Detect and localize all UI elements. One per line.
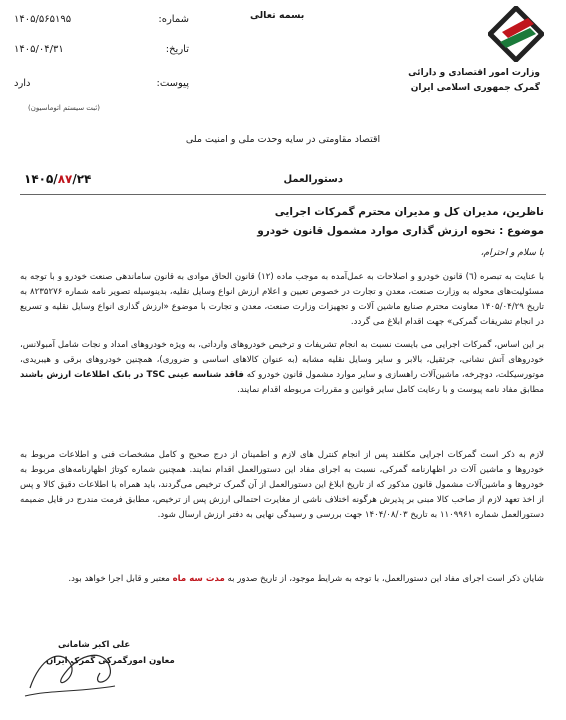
signatory-title: معاون امورگمرکی گمرک ایران (46, 656, 175, 666)
doc-type: دستورالعمل (283, 174, 343, 185)
paragraph-2-part-b: مطابق مفاد نامه پیوست و با رعایت کامل سایر قوانین و مقررات مربوطه اقدام نمایند. (237, 385, 544, 395)
paragraph-4-part-a: شایان ذکر است اجرای مفاد این دستورالعمل، با توجه به شرایط موجود، از تاریخ صدور به (227, 574, 544, 584)
number-row (14, 14, 189, 30)
addressee: ناظرین، مدیران کل و مدیران محترم گمرکات اجرایی (274, 206, 544, 218)
paragraph-1: با عنایت به تبصره (٦) قانون خودرو و اصلاحات به عمل‌آمده به موجب ماده (١٢) قانون الحاق موادی به قانون ساماندهی صنعت خودرو و با توجه به مسئولیت‌های محوله به وزارت صنعت، معدن و تجارت در خصوص تعیین و اعلام ارزش انواع وسایل نقلیه، بدینوسیله تصویر نامه شماره ۸۲۳۵۲۷۶ به تاریخ ۱۴۰۵/۰۴/۲۹ معاونت محترم صنایع ماشین آلات و تجهیزات وزارت صنعت، معدن و تجارت با موضوع «ارزش گذاری انواع وسایل نقلیه و تسریع در انجام تشریفات گمرکی» جهت اقدام ابلاغ می گردد. (20, 272, 544, 327)
paragraph-3: لازم به ذکر است گمرکات اجرایی مکلفند پس از انجام کنترل های لازم و اطمینان از درج صحیح و کامل مشخصات فنی و اطلاعات مربوط به خودروها و ماشین آلات در اظهارنامه گمرکی، نسبت به اجرای مفاد این دستورالعمل اقدام نمایند. همچنین شماره کوتاژ اظهارنامه‌های مربوط به خودروها و ماشین‌آلات مشمول قانون مذکور که از تاریخ ابلاغ این دستورالعمل از آن گمرک ترخیص می‌گردند، باید همراه با اطلاعات دقیق کالا و پس از اخذ تعهد لازم از صاحب کالا مبنی بر پذیرش هرگونه اختلاف ناشی از مغایرت احتمالی ارزش پس از ترخیص، مطابق فرمت مندرج در فایل ضمیمه دستورالعمل شماره ۱۱۰۹۹۶۱ به تاریخ ۱۴۰۴/۰۸/۰۳ جهت بررسی و رسیدگی نهایی به دفتر ارزش ارسال شود. (20, 450, 544, 520)
slogan: اقتصاد مقاومتی در سایه وحدت ملی و امنیت ملی (185, 134, 381, 145)
customs-logo-icon (488, 6, 544, 62)
paragraph-4-validity: مدت سه ماه (172, 574, 225, 584)
attachment-label: پیوست: (156, 78, 189, 89)
attachment-value: دارد (14, 78, 31, 89)
system-note: (ثبت سیستم اتوماسیون) (28, 104, 100, 112)
doc-number (24, 172, 91, 186)
paragraph-4-part-b: معتبر و قابل اجرا خواهد بود. (68, 574, 170, 584)
paragraph-4 (20, 572, 544, 587)
doc-number-prefix: ۱۴۰۵/ (24, 172, 58, 186)
basmala: بسمه تعالی (250, 10, 305, 21)
ministry-line-1: وزارت امور اقتصادی و دارائی (408, 68, 540, 78)
date-value: ۱۴۰۵/۰۴/۳۱ (14, 44, 64, 55)
paragraph-2-bold: فاقد شناسه عینی TSC در بانک اطلاعات ارزش باشند (20, 370, 244, 380)
greeting: با سلام و احترام، (480, 248, 544, 258)
date-label: تاریخ: (165, 44, 189, 55)
header-divider (20, 194, 546, 195)
ministry-name (408, 66, 540, 96)
number-label: شماره: (158, 14, 189, 25)
date-row (14, 44, 189, 60)
subject: موضوع : نحوه ارزش گذاری موارد مشمول قانون خودرو (257, 225, 544, 237)
signatory-name: علی اکبر شامانی (58, 640, 131, 650)
doc-number-suffix: /۲۴ (72, 172, 92, 186)
paragraph-2 (20, 338, 544, 398)
attachment-row (14, 78, 189, 94)
ministry-line-2: گمرک جمهوری اسلامی ایران (410, 83, 540, 93)
number-value: ۱۴۰۵/۵۶۵۱۹۵ (14, 14, 72, 25)
paragraph-2-part-a: بر این اساس، گمرکات اجرایی می بایست نسبت به انجام تشریفات و ترخیص خودروهای وارداتی، به ویژه خودروهای امداد و نجات شامل آمبولانس، خودروهای آتش نشانی، جرثقیل، بالابر و سایر وسایل نقلیه مشابه (به عنوان کالاهای اساسی و ضروری)، همچنین خودروهای برقی و هیبریدی، موتورسیکلت، دوچرخه، ماشین‌آلات راهسازی و سایر موارد مشمول قانون خودرو که (20, 340, 545, 380)
doc-number-mid: ۸۷ (57, 172, 73, 186)
